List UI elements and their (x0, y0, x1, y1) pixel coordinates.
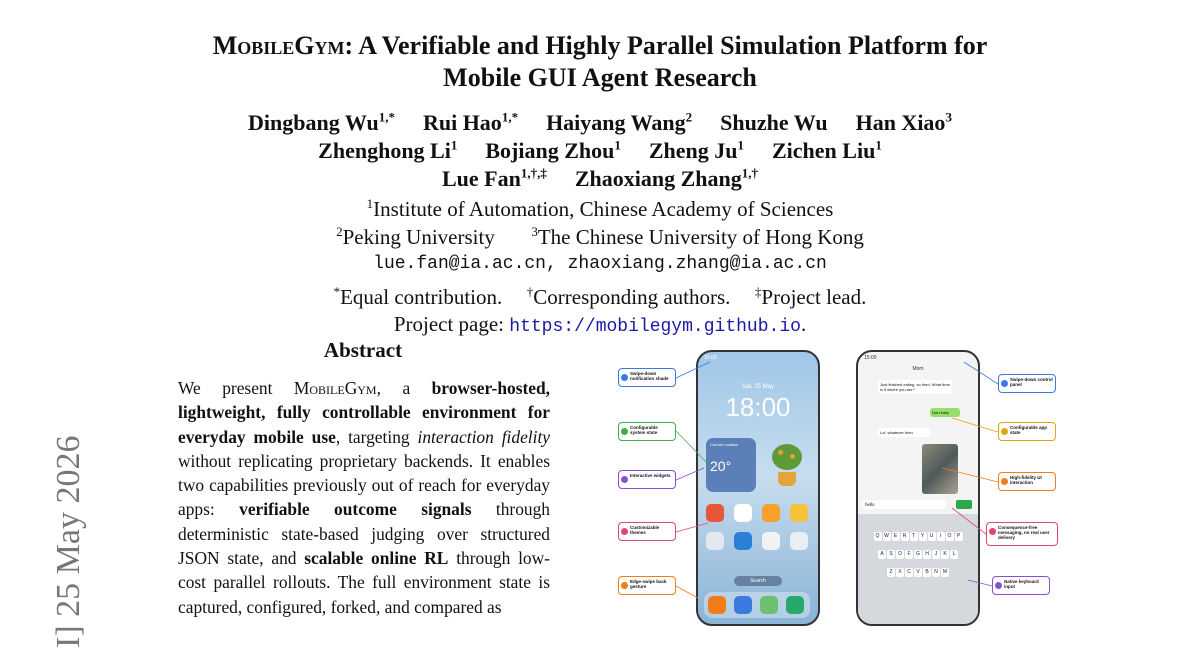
key-r[interactable]: R (901, 532, 909, 541)
left-status-time: 15:00 (704, 355, 717, 361)
chat-msg-3: Lol, whatever then (878, 428, 930, 437)
app-icon-calculator[interactable] (706, 504, 724, 522)
eq-note: Equal contribution. (340, 285, 503, 309)
callout-label: Configurable system state (630, 425, 658, 435)
author-row-2 (0, 138, 1200, 164)
abstract-heading: Abstract (323, 338, 403, 362)
author (856, 110, 952, 135)
dock (704, 592, 810, 618)
aff3-text: The Chinese University of Hong Kong (537, 225, 864, 249)
callout-right-0 (998, 374, 1056, 393)
key-k[interactable]: K (941, 550, 949, 559)
abs-t3: , targeting (335, 426, 418, 447)
callout-label: Swipe-down control panel (1010, 377, 1053, 387)
lead-note: Project lead. (761, 285, 867, 309)
author (248, 110, 395, 135)
author-name: Han Xiao (855, 110, 946, 136)
key-q[interactable]: Q (874, 532, 882, 541)
abs-i1: interaction fidelity (417, 426, 551, 447)
corr-sup: † (526, 284, 534, 299)
aff3-sup: 3 (531, 224, 538, 239)
author-sup: 1,†,‡ (520, 166, 547, 181)
key-i[interactable]: I (937, 532, 945, 541)
key-f[interactable]: F (905, 550, 913, 559)
callout-dot-icon (1001, 428, 1008, 435)
callout-label: Native keyboard input (1004, 579, 1039, 589)
key-c[interactable]: C (905, 568, 913, 577)
author (575, 166, 758, 191)
callout-label: Swipe-down notification shade (630, 371, 669, 381)
callout-label: High-fidelity UI interaction (1010, 475, 1042, 485)
dock-icon-chat[interactable] (786, 596, 804, 614)
abs-t6: through low-cost parallel rollouts. The full environment state is captured, configured, forked, and compared as (178, 548, 550, 617)
author-row-1 (0, 110, 1200, 136)
callout-dot-icon (621, 476, 628, 483)
key-v[interactable]: V (914, 568, 922, 577)
callout-left-0 (618, 368, 676, 387)
title-line1: : A Verifiable and Highly Parallel Simulation Platform for (344, 31, 988, 60)
author-name: Haiyang Wang (546, 110, 686, 136)
key-u[interactable]: U (928, 532, 936, 541)
callout-label: Interactive widgets (630, 473, 671, 478)
dock-icon-phone[interactable] (708, 596, 726, 614)
abs-b3: scalable online RL (304, 548, 449, 569)
keyboard (858, 514, 978, 624)
key-t[interactable]: T (910, 532, 918, 541)
callout-label: Customizable themes (630, 525, 660, 535)
author-sup: 2 (685, 110, 693, 125)
eq-sup: * (333, 284, 341, 299)
send-button[interactable] (956, 500, 972, 509)
app-icon-files[interactable] (790, 504, 808, 522)
app-icon-notes[interactable] (762, 504, 780, 522)
affiliation-2-3 (0, 224, 1200, 250)
chat-msg-2: Not really (930, 408, 960, 417)
project-end: . (800, 312, 807, 336)
app-icon-gallery[interactable] (734, 504, 752, 522)
project-label: Project page: (393, 312, 510, 336)
weather-widget[interactable] (706, 438, 756, 492)
abs-t5: through deterministic state-based judging over structured JSON state, and (178, 499, 550, 569)
author-name: Dingbang Wu (248, 110, 379, 136)
callout-label: Configurable app state (1010, 425, 1047, 435)
abs-system-name: MobileGym (293, 378, 377, 398)
author-name: Zheng Ju (648, 138, 738, 164)
affiliation-1 (0, 196, 1200, 222)
callout-dot-icon (1001, 478, 1008, 485)
key-h[interactable]: H (923, 550, 931, 559)
author-sup: 1,* (378, 110, 395, 125)
abs-b1: browser-hosted, lightweight, fully controllable environment for everyday mobile use (178, 378, 550, 447)
chat-input[interactable]: hello (862, 500, 946, 509)
author-row-3 (0, 166, 1200, 192)
author (485, 138, 621, 163)
aff2-text: Peking University (342, 225, 495, 249)
app-icon-settings[interactable] (706, 532, 724, 550)
key-g[interactable]: G (914, 550, 922, 559)
key-o[interactable]: O (946, 532, 954, 541)
aff2-sup: 2 (336, 224, 343, 239)
callout-label: Consequence-free messaging, no real user delivery (998, 525, 1050, 540)
callout-right-4 (992, 576, 1050, 595)
chat-title: Mom (912, 366, 924, 372)
key-d[interactable]: D (896, 550, 904, 559)
key-j[interactable]: J (932, 550, 940, 559)
right-phone (856, 350, 980, 626)
callout-dot-icon (621, 374, 628, 381)
arxiv-stamp-text: I] 25 May 2026 (50, 435, 87, 648)
abstract-body (178, 376, 550, 619)
author-sup: 3 (945, 110, 952, 125)
callout-left-4 (618, 576, 676, 595)
callout-dot-icon (1001, 380, 1008, 387)
key-z[interactable]: Z (887, 568, 895, 577)
callout-left-1 (618, 422, 676, 441)
abs-t1: We present (178, 378, 294, 398)
key-n[interactable]: N (932, 568, 940, 577)
author-name: Zhaoxiang Zhang (574, 166, 742, 192)
callout-left-3 (618, 522, 676, 541)
callout-dot-icon (995, 582, 1002, 589)
lead-sup: ‡ (754, 284, 762, 299)
key-s[interactable]: S (887, 550, 895, 559)
author (442, 166, 547, 191)
aff1-sup: 1 (366, 196, 374, 211)
author-sup: 1,* (501, 110, 519, 125)
callout-dot-icon (621, 582, 628, 589)
callout-label: Edge-swipe back gesture (630, 579, 667, 589)
plant-widget[interactable] (764, 440, 810, 490)
callout-right-2 (998, 472, 1056, 491)
project-page (0, 312, 1200, 337)
author-sup: 1 (737, 138, 744, 153)
abs-t4: without replicating proprietary backends. It enables two capabilities previously out of reach for everyday apps: (178, 450, 550, 520)
author-name: Shuzhe Wu (720, 110, 828, 136)
author (318, 138, 457, 163)
key-a[interactable]: A (878, 550, 886, 559)
author-name: Rui Hao (422, 110, 502, 136)
key-p[interactable]: P (955, 532, 963, 541)
arxiv-stamp (22, 386, 87, 648)
app-icon-calendar[interactable] (762, 532, 780, 550)
author-name: Lue Fan (441, 166, 521, 192)
callout-left-2 (618, 470, 676, 489)
key-l[interactable]: L (950, 550, 958, 559)
chat-photo[interactable] (922, 444, 958, 494)
callout-dot-icon (621, 528, 628, 535)
teaser-figure (612, 348, 1062, 630)
system-name: MobileGym (212, 31, 345, 60)
key-w[interactable]: W (884, 533, 889, 539)
home-search-pill[interactable]: Search (734, 576, 782, 586)
abs-b2: verifiable outcome signals (239, 499, 472, 520)
key-m[interactable]: M (942, 569, 948, 575)
app-icon-maps[interactable] (734, 532, 752, 550)
author-sup: 1,† (741, 166, 758, 181)
title-line2: Mobile GUI Agent Research (443, 63, 757, 92)
weather-city: Current location (710, 442, 739, 447)
left-date: Sat, 25 May (741, 384, 774, 390)
paper-title (0, 30, 1200, 94)
left-phone (696, 350, 820, 626)
author (423, 110, 518, 135)
author-sup: 1 (614, 138, 621, 153)
callout-right-1 (998, 422, 1056, 441)
key-x[interactable]: X (896, 568, 904, 577)
weather-temp: 20° (710, 458, 732, 474)
author-sup: 1 (875, 138, 882, 153)
chat-msg-1: Just finished eating, so tired. What time is it where you are? (878, 380, 952, 394)
callout-dot-icon (989, 528, 996, 535)
aff1-text: Institute of Automation, Chinese Academy of Sciences (373, 197, 834, 221)
key-b[interactable]: B (923, 568, 931, 577)
project-link[interactable]: https://mobilegym.github.io (509, 317, 801, 337)
author (546, 110, 692, 135)
left-clock: 18:00 (725, 392, 791, 422)
author-name: Bojiang Zhou (485, 138, 615, 164)
author-name: Zichen Liu (772, 138, 876, 164)
author-notes (0, 284, 1200, 310)
abs-t2: , a (376, 378, 432, 398)
key-e[interactable]: E (892, 532, 900, 541)
author-name: Zhenghong Li (318, 138, 451, 164)
key-y[interactable]: Y (919, 532, 927, 541)
callout-right-3 (986, 522, 1058, 546)
app-icon-clock[interactable] (790, 532, 808, 550)
right-status-time: 15:00 (864, 355, 877, 361)
author (649, 138, 744, 163)
author-sup: 1 (450, 138, 458, 153)
emails: lue.fan@ia.ac.cn, zhaoxiang.zhang@ia.ac.cn (373, 254, 827, 274)
dock-icon-photos[interactable] (760, 596, 778, 614)
author (772, 138, 882, 163)
dock-icon-messages[interactable] (734, 596, 752, 614)
callout-dot-icon (621, 428, 628, 435)
corr-note: Corresponding authors. (533, 285, 731, 309)
author (720, 110, 827, 135)
